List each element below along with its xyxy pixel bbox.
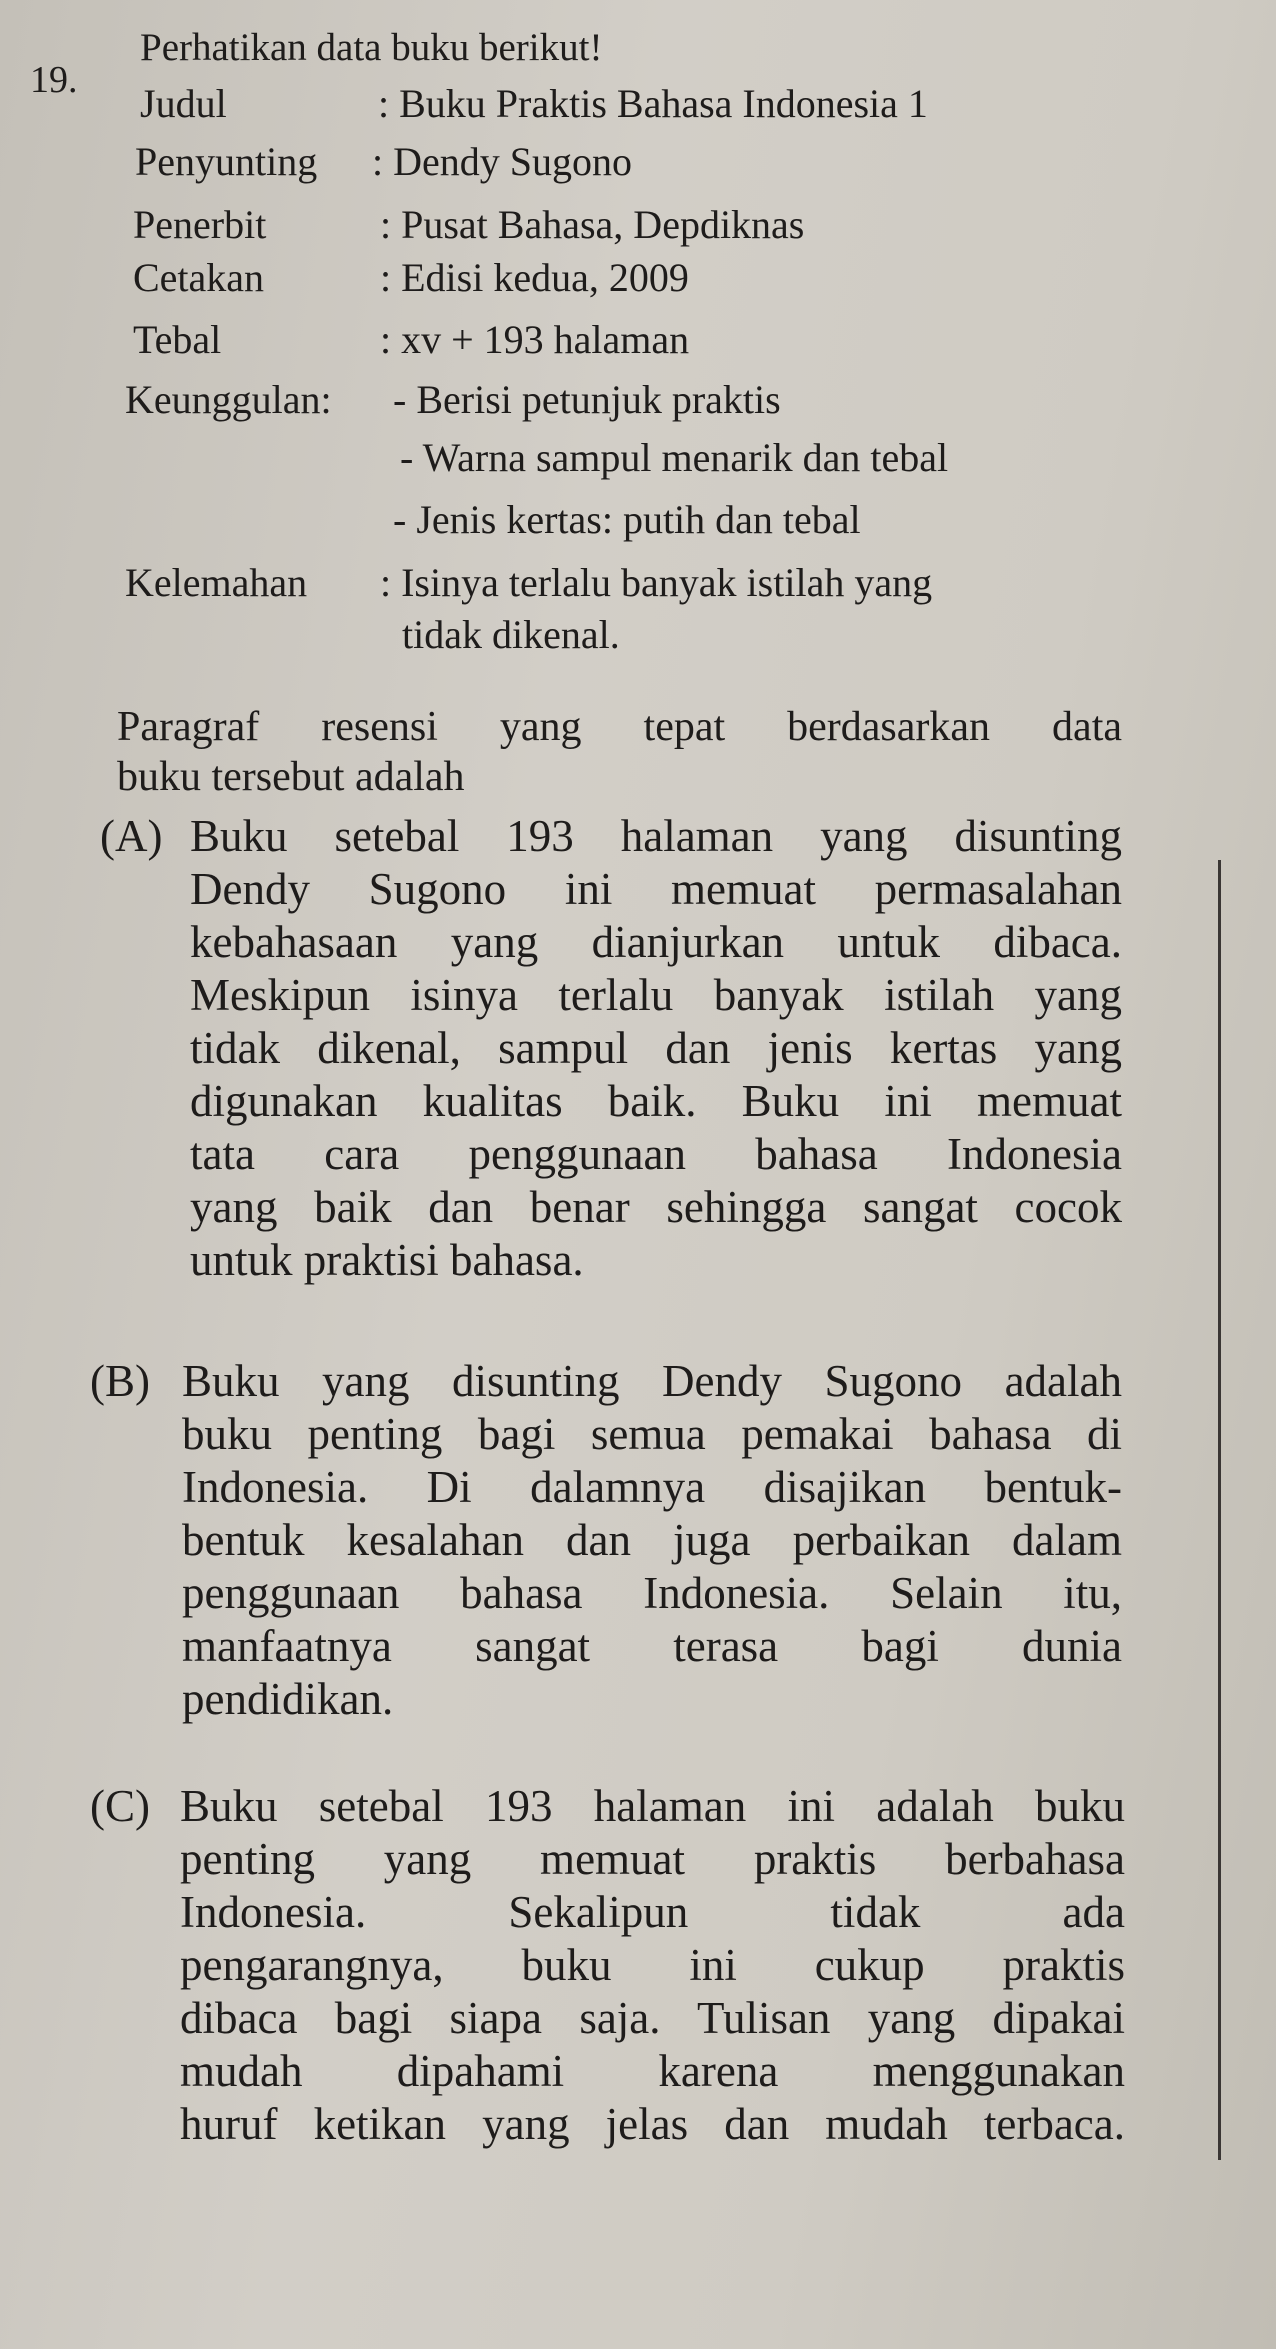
option-line: mudah dipahami karena menggunakan	[180, 2046, 1125, 2096]
prompt-line: Paragraf resensi yang tepat berdasarkan data	[117, 704, 1122, 750]
option-line: untuk praktisi bahasa.	[190, 1235, 584, 1285]
question-number: 19.	[30, 59, 78, 101]
keunggulan-item: - Warna sampul menarik dan tebal	[400, 435, 949, 480]
question-prompt	[117, 702, 1122, 802]
option-line: penggunaan bahasa Indonesia. Selain itu,	[182, 1568, 1122, 1618]
prompt-line: buku tersebut adalah	[117, 754, 465, 800]
label-keunggulan: Keunggulan:	[125, 377, 332, 422]
option-line: digunakan kualitas baik. Buku ini memuat	[190, 1076, 1122, 1126]
option-line: Buku yang disunting Dendy Sugono adalah	[182, 1356, 1122, 1406]
label-judul: Judul	[140, 81, 227, 126]
option-line: tidak dikenal, sampul dan jenis kertas yang	[190, 1023, 1122, 1073]
option-line: huruf ketikan yang jelas dan mudah terbaca.	[180, 2099, 1125, 2149]
question-intro: Perhatikan data buku berikut!	[140, 26, 603, 69]
kelemahan-text: : Isinya terlalu banyak istilah yang	[380, 560, 933, 605]
option-line: Buku setebal 193 halaman ini adalah buku	[180, 1781, 1125, 1831]
option-line: buku penting bagi semua pemakai bahasa di	[182, 1409, 1122, 1459]
option-c-text[interactable]	[180, 1780, 1125, 2151]
option-line: pendidikan.	[182, 1674, 394, 1724]
option-line: Dendy Sugono ini memuat permasalahan	[190, 864, 1122, 914]
keunggulan-item: - Jenis kertas: putih dan tebal	[393, 497, 861, 542]
option-line: Buku setebal 193 halaman yang disunting	[190, 811, 1122, 861]
kelemahan-text: tidak dikenal.	[402, 612, 620, 657]
option-b-letter[interactable]: (B)	[90, 1356, 150, 1406]
margin-rule	[1218, 860, 1221, 2160]
option-c-letter[interactable]: (C)	[90, 1781, 150, 1831]
option-line: yang baik dan benar sehingga sangat cocok	[190, 1182, 1122, 1232]
option-line: penting yang memuat praktis berbahasa	[180, 1834, 1125, 1884]
label-tebal: Tebal	[133, 317, 222, 362]
option-line: Indonesia. Di dalamnya disajikan bentuk-	[182, 1462, 1122, 1512]
option-line: Indonesia. Sekalipun tidak ada	[180, 1887, 1125, 1937]
option-a-letter[interactable]: (A)	[100, 811, 163, 861]
label-penyunting: Penyunting	[135, 139, 318, 184]
value-judul: : Buku Praktis Bahasa Indonesia 1	[378, 81, 928, 126]
value-cetakan: : Edisi kedua, 2009	[380, 255, 689, 300]
option-line: manfaatnya sangat terasa bagi dunia	[182, 1621, 1122, 1671]
value-penerbit: : Pusat Bahasa, Depdiknas	[380, 202, 805, 247]
label-penerbit: Penerbit	[133, 202, 267, 247]
option-line: tata cara penggunaan bahasa Indonesia	[190, 1129, 1122, 1179]
value-penyunting: : Dendy Sugono	[372, 139, 632, 184]
option-a-text[interactable]	[190, 810, 1122, 1287]
label-cetakan: Cetakan	[133, 255, 265, 300]
option-line: dibaca bagi siapa saja. Tulisan yang dipakai	[180, 1993, 1125, 2043]
option-line: bentuk kesalahan dan juga perbaikan dalam	[182, 1515, 1122, 1565]
label-kelemahan: Kelemahan	[125, 560, 308, 605]
value-tebal: : xv + 193 halaman	[380, 317, 690, 362]
option-b-text[interactable]	[182, 1355, 1122, 1726]
option-line: pengarangnya, buku ini cukup praktis	[180, 1940, 1125, 1990]
option-line: Meskipun isinya terlalu banyak istilah yang	[190, 970, 1122, 1020]
keunggulan-item: - Berisi petunjuk praktis	[393, 377, 781, 422]
option-line: kebahasaan yang dianjurkan untuk dibaca.	[190, 917, 1122, 967]
